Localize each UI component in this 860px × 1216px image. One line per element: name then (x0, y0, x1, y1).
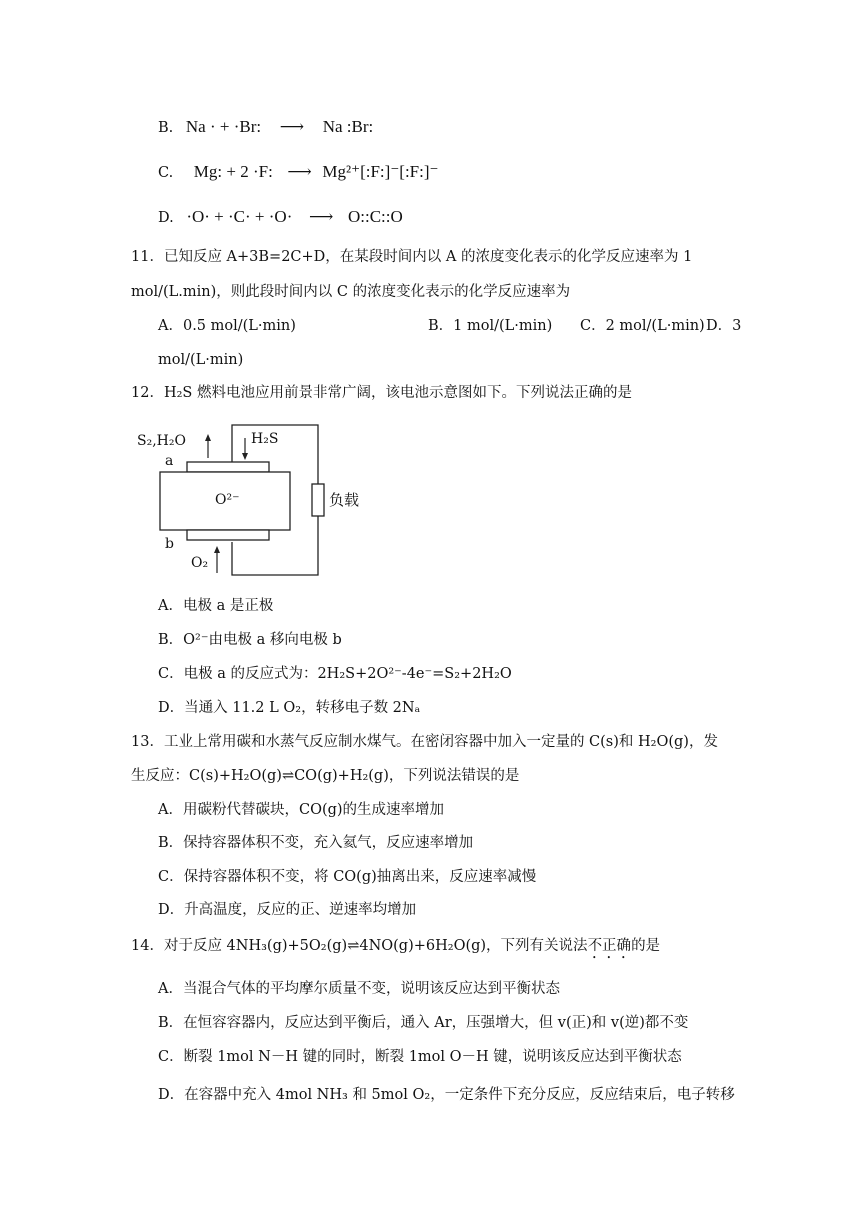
q14-option-a: A．当混合气体的平均摩尔质量不变，说明该反应达到平衡状态 (158, 981, 560, 997)
option-letter: D. (158, 210, 174, 226)
fuel-cell-diagram (135, 420, 395, 585)
q12-option-c: C．电极 a 的反应式为：2H₂S+2O²⁻-4e⁻=S₂+2H₂O (158, 666, 512, 682)
q14-option-d: D．在容器中充入 4mol NH₃ 和 5mol O₂，一定条件下充分反应，反应结束后，电子转移 (158, 1087, 735, 1103)
electrode-a-label: a (165, 453, 174, 469)
arrow-icon: ⟶ (287, 162, 312, 181)
q13-option-a: A．用碳粉代替碳块，CO(g)的生成速率增加 (158, 802, 445, 818)
electrolyte-label: O²⁻ (215, 492, 240, 508)
q11-option-b: B．1 mol/(L·min) (428, 318, 553, 334)
equation-lhs: Mg: + 2 ·F: (193, 162, 273, 181)
q11-stem-line1: 11．已知反应 A+3B=2C+D，在某段时间内以 A 的浓度变化表示的化学反应速率为 1 (131, 249, 693, 265)
q11-option-d: D．3 (706, 318, 742, 334)
equation-lhs: Na · + ·Br: (185, 117, 262, 136)
inlet-label: H₂S (251, 431, 279, 447)
equation-rhs: O::C::O (347, 207, 403, 226)
q14-emphasis: 不正确 (587, 938, 632, 954)
outlet-label: S₂,H₂O (137, 433, 186, 449)
q12-stem: 12．H₂S 燃料电池应用前景非常广阔，该电池示意图如下。下列说法正确的是 (131, 385, 632, 401)
q12-option-d: D．当通入 11.2 L O₂，转移电子数 2Nₐ (158, 700, 421, 716)
q13-option-c: C．保持容器体积不变，将 CO(g)抽离出来，反应速率减慢 (158, 869, 537, 885)
q12-option-a: A．电极 a 是正极 (158, 598, 274, 614)
load-label: 负载 (329, 491, 360, 509)
q11-stem-line2: mol/(L.min)，则此段时间内以 C 的浓度变化表示的化学反应速率为 (131, 284, 571, 300)
electrode-b-label: b (165, 536, 174, 552)
arrow-icon: ⟶ (308, 207, 334, 226)
q13-option-b: B．保持容器体积不变，充入氦气，反应速率增加 (158, 835, 474, 851)
q11-option-c: C．2 mol/(L·min) (580, 318, 705, 334)
q14-option-b: B．在恒容容器内，反应达到平衡后，通入 Ar，压强增大，但 v(正)和 v(逆)都不变 (158, 1015, 689, 1031)
arrow-icon: ⟶ (279, 117, 305, 136)
equation-lhs: ·O· + ·C· + ·O· (186, 207, 293, 226)
equation-rhs: Na :Br: (322, 117, 374, 136)
q13-stem-line1: 13．工业上常用碳和水蒸气反应制水煤气。在密闭容器中加入一定量的 C(s)和 H₂O(g)，发 (131, 734, 718, 750)
equation-rhs: Mg²⁺[:F:]⁻[:F:]⁻ (322, 162, 439, 181)
q12-option-b: B．O²⁻由电极 a 移向电极 b (158, 632, 342, 648)
q13-option-d: D．升高温度，反应的正、逆速率均增加 (158, 902, 417, 918)
option-letter: B. (158, 120, 174, 136)
q11-option-a: A．0.5 mol/(L·min) (158, 318, 296, 334)
q13-stem-line2: 生反应：C(s)+H₂O(g)⇌CO(g)+H₂(g)，下列说法错误的是 (131, 768, 520, 784)
q10-option-b (158, 117, 373, 138)
option-letter: C. (158, 165, 174, 181)
q10-option-c (158, 162, 438, 183)
oxygen-inlet-label: O₂ (191, 555, 209, 571)
q14-stem-text: 14．对于反应 4NH₃(g)+5O₂(g)⇌4NO(g)+6H₂O(g)，下列有关说法 (131, 938, 588, 954)
q10-option-d (158, 207, 403, 228)
q14-stem (131, 936, 660, 962)
q14-stem-end: 的是 (631, 938, 661, 954)
q14-option-c: C．断裂 1mol N－H 键的同时，断裂 1mol O－H 键，说明该反应达到平衡状态 (158, 1049, 682, 1065)
q11-option-d-cont: mol/(L·min) (158, 352, 244, 368)
